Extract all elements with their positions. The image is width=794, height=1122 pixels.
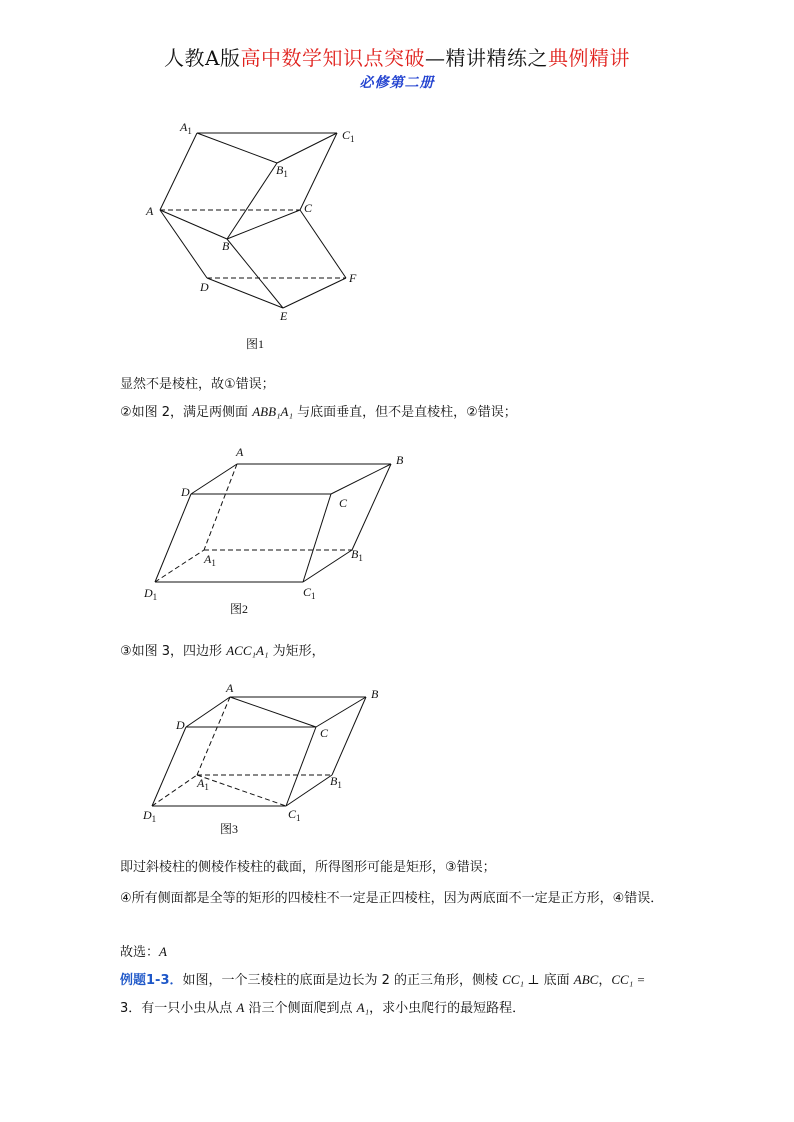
example-line2-math-2: A₁ [356, 1000, 370, 1015]
edge-b1-b [227, 163, 277, 239]
paragraph-2-text-a: ②如图 2，满足两侧面 [120, 405, 253, 420]
example-line2-text-a: 3．有一只小虫从点 [120, 1001, 237, 1016]
edge-a1-a [160, 133, 197, 210]
example-1-3-line-1 [120, 970, 645, 991]
title-part-2: 高中数学知识点突破 [240, 46, 425, 70]
label-b1: $B_1$ [351, 547, 363, 563]
label-c: C [320, 726, 329, 740]
edge-d-d1 [155, 494, 191, 582]
page-subtitle: 必修第二册 [359, 75, 435, 91]
edge-c1-c [300, 133, 337, 210]
edge-c1-b1 [286, 775, 332, 806]
edge-a-c [230, 697, 316, 727]
edge-c1-b1 [303, 550, 352, 582]
paragraph-2-text-b: 与底面垂直，但不是直棱柱，②错误； [293, 405, 517, 420]
paragraph-3-math: ACC₁A₁ [226, 643, 269, 658]
example-line2-text-b: 沿三个侧面爬到点 [244, 1001, 357, 1016]
label-b1: $B_1$ [330, 774, 342, 790]
edge-c-c1 [303, 494, 331, 582]
example-math-3: CC₁ = [611, 972, 646, 987]
paragraph-6-text: 故选： [120, 945, 160, 960]
figure-1 [140, 115, 400, 365]
label-b: B [222, 239, 230, 253]
title-part-3: —精讲精练之 [424, 46, 548, 70]
edge-b1-c1 [277, 133, 337, 163]
example-label: 例题1-3． [120, 973, 183, 988]
page-title [0, 42, 794, 71]
example-text-a: 如图，一个三棱柱的底面是边长为 2 的正三角形，侧棱 [182, 973, 503, 988]
label-a1: $A_1$ [197, 776, 209, 792]
edge-a1-b1 [197, 133, 277, 163]
label-d: D [200, 280, 209, 294]
example-1-3-line-2 [120, 998, 525, 1019]
label-a1: $A_1$ [180, 120, 192, 136]
edge-b-b1 [332, 697, 366, 775]
edge-d1-a1-hidden [155, 550, 204, 582]
figure-2-caption: 图2 [230, 602, 249, 616]
label-b: B [396, 453, 404, 467]
label-c1: $C_1$ [303, 585, 316, 601]
label-b: B [371, 687, 379, 701]
label-c1: $C_1$ [342, 128, 355, 144]
edge-c-f [300, 210, 346, 278]
paragraph-2-math: ABB₁A₁ [252, 404, 294, 419]
edge-b-c [227, 210, 300, 239]
example-math-2: ABC [573, 972, 599, 987]
paragraph-6 [120, 942, 167, 963]
figure-3-caption: 图3 [220, 822, 239, 836]
figure-3 [140, 675, 400, 840]
paragraph-4: 即过斜棱柱的侧棱作棱柱的截面，所得图形可能是矩形，③错误； [120, 860, 496, 875]
label-d: D [181, 485, 190, 499]
label-c: C [339, 496, 348, 510]
title-part-4: 典例精讲 [547, 46, 630, 70]
label-c1: $C_1$ [288, 807, 301, 823]
paragraph-6-answer: A [159, 944, 167, 959]
edge-b-e [227, 239, 283, 308]
example-math-1: CC₁ ⊥ [502, 972, 540, 987]
example-text-b: 底面 [539, 973, 574, 988]
example-line2-text-c: ，求小虫爬行的最短路程． [369, 1001, 526, 1016]
label-f: F [349, 271, 357, 285]
example-text-c: ， [598, 973, 612, 988]
paragraph-3 [120, 641, 325, 662]
label-a: A [236, 445, 244, 459]
edge-c-b [331, 464, 391, 494]
label-b1: $B_1$ [276, 163, 288, 179]
paragraph-1: 显然不是棱柱，故①错误； [120, 377, 275, 392]
edge-d-a [191, 464, 237, 494]
edge-c-b [316, 697, 366, 727]
edge-d-e [207, 278, 283, 308]
paragraph-2 [120, 402, 517, 423]
label-e: E [280, 309, 288, 323]
label-d: D [176, 718, 185, 732]
title-part-1: 人教A版 [164, 46, 241, 70]
edge-e-f [283, 278, 346, 308]
example-line2-math-1: A [236, 1000, 245, 1015]
label-a: A [226, 681, 234, 695]
figure-1-caption: 图1 [246, 337, 265, 351]
label-a: A [146, 204, 154, 218]
paragraph-3-text-a: ③如图 3，四边形 [120, 644, 227, 659]
edge-a-a1-hidden [204, 464, 237, 550]
paragraph-5: ④所有侧面都是全等的矩形的四棱柱不一定是正四棱柱，因为两底面不一定是正方形，④错误． [120, 891, 664, 906]
label-d1: $D_1$ [144, 586, 158, 602]
edge-b-b1 [352, 464, 391, 550]
paragraph-3-text-b: 为矩形， [268, 644, 325, 659]
label-d1: $D_1$ [143, 808, 157, 824]
label-c: C [304, 201, 313, 215]
figure-2 [140, 440, 430, 620]
label-a1: $A_1$ [204, 552, 216, 568]
edge-c-c1 [286, 727, 316, 806]
edge-a1-c1-hidden [197, 775, 286, 806]
